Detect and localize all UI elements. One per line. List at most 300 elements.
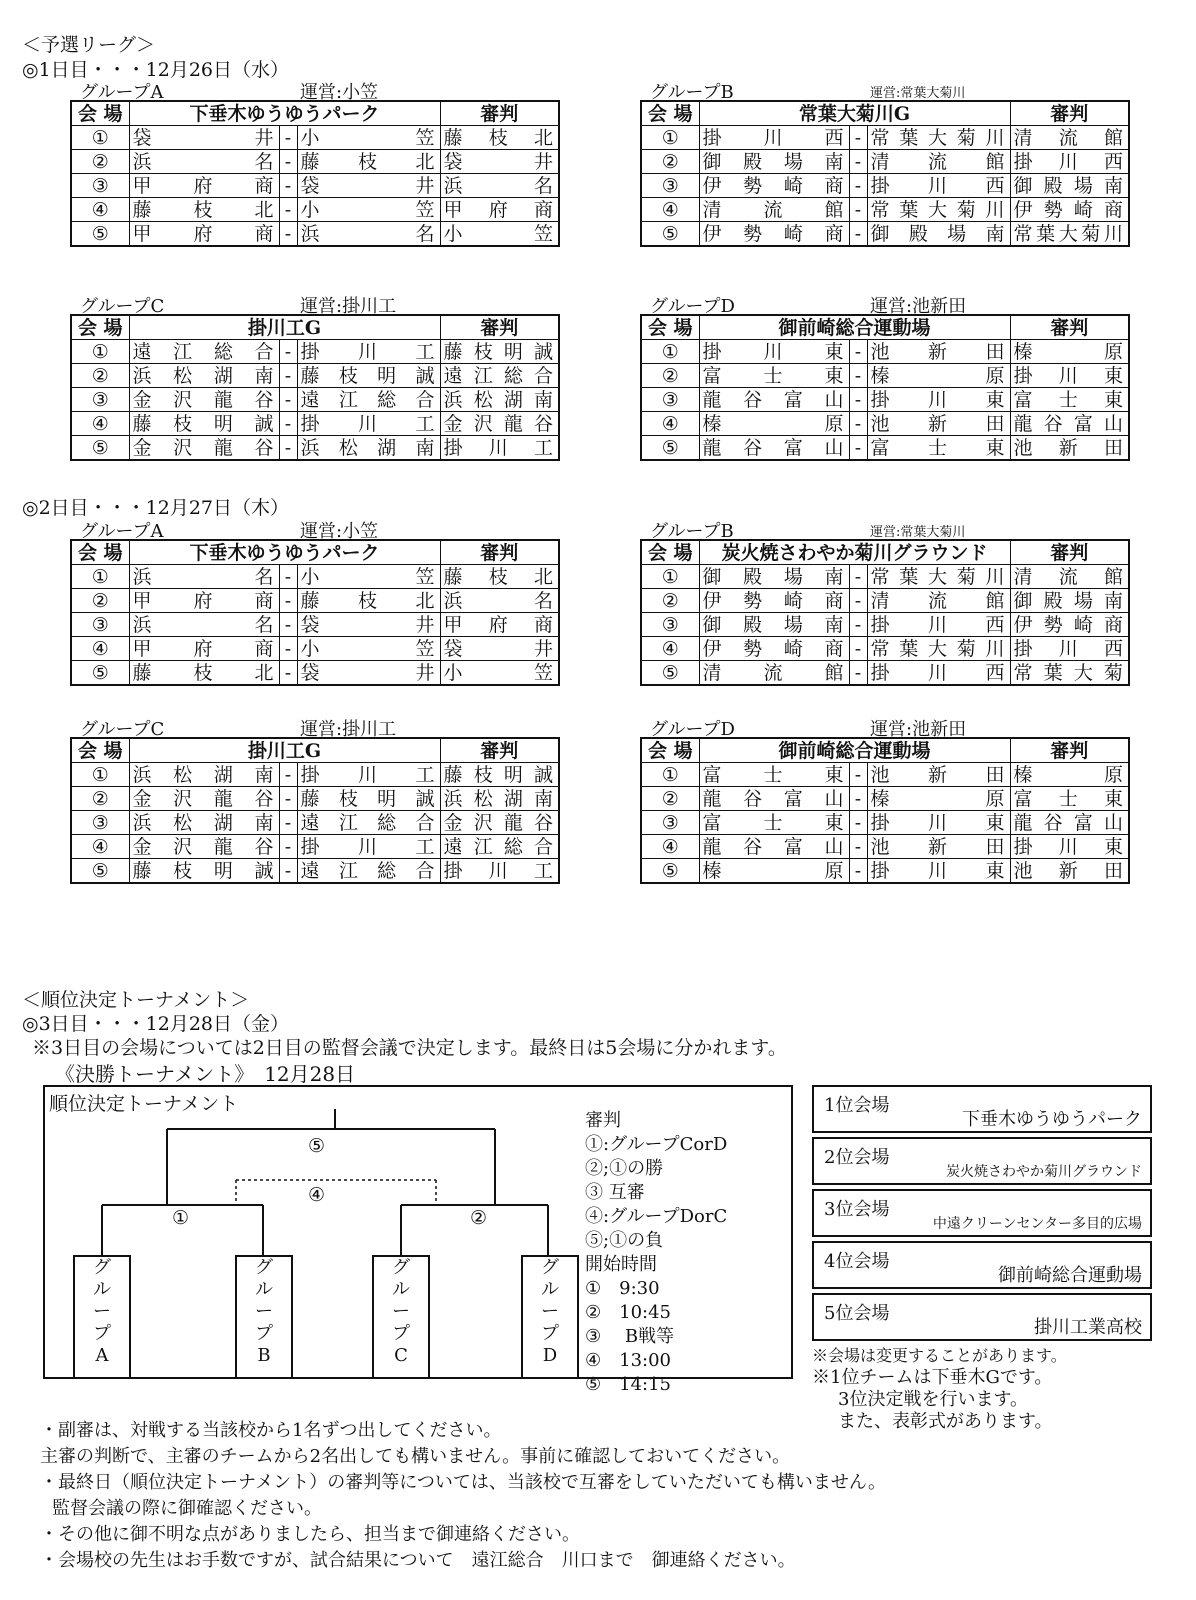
vs-dash: - xyxy=(279,661,297,686)
table-row xyxy=(71,412,559,436)
away-team: 掛川工 xyxy=(297,763,440,787)
match-number: ③ xyxy=(71,174,129,198)
match-number: ① xyxy=(71,565,129,589)
vs-dash: - xyxy=(279,198,297,222)
referee-team: 掛川西 xyxy=(1010,150,1129,174)
group-box-char: グ xyxy=(392,1257,410,1278)
table-row xyxy=(71,198,559,222)
vs-dash: - xyxy=(279,174,297,198)
day1-group-a xyxy=(70,78,558,247)
match-number: ① xyxy=(641,126,699,150)
away-team: 藤枝北 xyxy=(297,589,440,613)
home-team: 富士東 xyxy=(699,763,849,787)
venue-col-header: 会 場 xyxy=(71,101,129,126)
home-team: 藤枝北 xyxy=(129,198,279,222)
referee-col-header: 審判 xyxy=(440,540,559,565)
group-box-char: グ xyxy=(541,1257,559,1278)
table-row xyxy=(641,174,1129,198)
vs-dash: - xyxy=(279,436,297,461)
group-box-b xyxy=(235,1255,293,1379)
group-operator: 運営:常葉大菊川 xyxy=(870,525,966,540)
table-row xyxy=(71,859,559,884)
referee-team: 富士東 xyxy=(1010,787,1129,811)
referee-team: 龍谷富山 xyxy=(1010,412,1129,436)
table-row xyxy=(71,174,559,198)
referee-team: 掛川工 xyxy=(440,436,559,461)
table-row xyxy=(71,637,559,661)
vs-dash: - xyxy=(849,412,867,436)
match-number: ③ xyxy=(71,388,129,412)
away-team: 常葉大菊川 xyxy=(867,126,1010,150)
home-team: 浜松湖南 xyxy=(129,364,279,388)
group-box-char: ー xyxy=(255,1301,273,1322)
match-number: ① xyxy=(71,763,129,787)
away-team: 常葉大菊川 xyxy=(867,565,1010,589)
group-box-char: ー xyxy=(392,1301,410,1322)
match-number: ② xyxy=(641,589,699,613)
home-team: 金沢龍谷 xyxy=(129,787,279,811)
referee-team: 小笠 xyxy=(440,661,559,686)
away-team: 池新田 xyxy=(867,340,1010,364)
group-box-char: ル xyxy=(392,1279,410,1300)
venue-name: 掛川工業高校 xyxy=(1034,1317,1142,1338)
day1-heading: ◎1日目・・・12月26日（水） xyxy=(22,59,290,81)
referee-team: 掛川東 xyxy=(1010,835,1129,859)
table-row xyxy=(641,126,1129,150)
referee-team: 御殿場南 xyxy=(1010,174,1129,198)
venue-label: 2位会場 xyxy=(824,1147,890,1168)
match-number: ③ xyxy=(641,613,699,637)
home-team: 浜名 xyxy=(129,565,279,589)
referee-col-header: 審判 xyxy=(1010,315,1129,340)
day2-group-d xyxy=(640,715,1128,884)
away-team: 掛川工 xyxy=(297,340,440,364)
table-row xyxy=(641,637,1129,661)
home-team: 掛川西 xyxy=(699,126,849,150)
vs-dash: - xyxy=(849,763,867,787)
home-team: 藤枝明誠 xyxy=(129,859,279,884)
prelim-title: ＜予選リーグ＞ xyxy=(22,34,156,56)
group-box-char: グ xyxy=(255,1257,273,1278)
group-box-char: プ xyxy=(255,1323,273,1344)
day3-note: ※3日目の会場については2日目の監督会議で決定します。最終日は5会場に分かれます。 xyxy=(32,1037,787,1059)
match-number: ① xyxy=(71,126,129,150)
group-box-char: ル xyxy=(541,1279,559,1300)
venue-col-header: 会 場 xyxy=(71,315,129,340)
vs-dash: - xyxy=(279,364,297,388)
vs-dash: - xyxy=(279,565,297,589)
group-box-char: プ xyxy=(392,1323,410,1344)
referee-team: 榛原 xyxy=(1010,763,1129,787)
home-team: 龍谷富山 xyxy=(699,436,849,461)
home-team: 藤枝北 xyxy=(129,661,279,686)
match-number: ② xyxy=(641,787,699,811)
vs-dash: - xyxy=(849,126,867,150)
away-team: 掛川工 xyxy=(297,835,440,859)
vs-dash: - xyxy=(849,150,867,174)
match-number: ⑤ xyxy=(71,436,129,461)
table-row xyxy=(641,811,1129,835)
match-number: ④ xyxy=(641,412,699,436)
referee-team: 御殿場南 xyxy=(1010,589,1129,613)
away-team: 小笠 xyxy=(297,565,440,589)
referee-col-header: 審判 xyxy=(440,101,559,126)
referee-team: 富士東 xyxy=(1010,388,1129,412)
venue-col-header: 会 場 xyxy=(641,738,699,763)
vs-dash: - xyxy=(279,388,297,412)
referee-col-header: 審判 xyxy=(1010,738,1129,763)
table-header-row xyxy=(71,540,559,565)
venue-3 xyxy=(812,1189,1152,1237)
ground-header: 掛川工G xyxy=(129,315,440,340)
vs-dash: - xyxy=(849,198,867,222)
away-team: 掛川東 xyxy=(867,859,1010,884)
referee-team: 清流館 xyxy=(1010,126,1129,150)
away-team: 藤枝明誠 xyxy=(297,364,440,388)
referee-team: 清流館 xyxy=(1010,565,1129,589)
away-team: 小笠 xyxy=(297,126,440,150)
match-number: ③ xyxy=(641,174,699,198)
table-row xyxy=(641,661,1129,686)
home-team: 御殿場南 xyxy=(699,613,849,637)
schedule-table xyxy=(70,314,560,461)
referee-item: ②;①の勝 xyxy=(585,1158,664,1179)
day1-group-c xyxy=(70,292,558,461)
referee-team: 池新田 xyxy=(1010,436,1129,461)
home-team: 遠江総合 xyxy=(129,340,279,364)
group-name: グループC xyxy=(80,296,165,317)
vs-dash: - xyxy=(279,613,297,637)
group-operator: 運営:小笠 xyxy=(300,82,379,103)
schedule-table xyxy=(640,100,1130,247)
ground-header: 掛川工G xyxy=(129,738,440,763)
bracket-title: 順位決定トーナメント xyxy=(49,1093,239,1115)
home-team: 榛原 xyxy=(699,859,849,884)
group-box-letter: B xyxy=(257,1345,271,1366)
table-row xyxy=(71,150,559,174)
away-team: 浜松湖南 xyxy=(297,436,440,461)
bracket-legend xyxy=(585,1109,727,1397)
table-header-row xyxy=(71,738,559,763)
schedule-table xyxy=(640,539,1130,686)
start-time-item: ⑤ 14:15 xyxy=(585,1374,672,1395)
referee-team: 浜松湖南 xyxy=(440,787,559,811)
venue-col-header: 会 場 xyxy=(71,738,129,763)
match-number: ⑤ xyxy=(641,222,699,247)
note-line: 監督会議の際に御確認ください。 xyxy=(52,1498,322,1519)
referee-team: 掛川東 xyxy=(1010,364,1129,388)
away-team: 清流館 xyxy=(867,150,1010,174)
home-team: 富士東 xyxy=(699,364,849,388)
venue-note: ※1位チームは下垂木Gです。 xyxy=(812,1367,1053,1388)
note-line: ・その他に御不明な点がありましたら、担当まで御連絡ください。 xyxy=(40,1524,580,1545)
table-header-row xyxy=(641,738,1129,763)
table-row xyxy=(641,436,1129,461)
group-operator: 運営:常葉大菊川 xyxy=(870,86,966,101)
venue-note: ※会場は変更することがあります。 xyxy=(812,1346,1067,1365)
referee-item: ③ 互審 xyxy=(585,1182,645,1203)
group-operator: 運営:小笠 xyxy=(300,521,379,542)
referee-team: 袋井 xyxy=(440,637,559,661)
away-team: 富士東 xyxy=(867,436,1010,461)
day1-group-b xyxy=(640,78,1128,247)
vs-dash: - xyxy=(849,637,867,661)
table-row xyxy=(641,388,1129,412)
referee-team: 池新田 xyxy=(1010,859,1129,884)
match-number: ④ xyxy=(641,198,699,222)
vs-dash: - xyxy=(849,364,867,388)
referee-title: 審判 xyxy=(585,1110,621,1131)
home-team: 金沢龍谷 xyxy=(129,835,279,859)
vs-dash: - xyxy=(849,222,867,247)
referee-team: 藤枝北 xyxy=(440,126,559,150)
home-team: 清流館 xyxy=(699,198,849,222)
start-time-item: ④ 13:00 xyxy=(585,1350,672,1371)
away-team: 常葉大菊川 xyxy=(867,198,1010,222)
match-number: ⑤ xyxy=(641,859,699,884)
referee-team: 小笠 xyxy=(440,222,559,247)
vs-dash: - xyxy=(849,859,867,884)
away-team: 袋井 xyxy=(297,661,440,686)
vs-dash: - xyxy=(849,835,867,859)
referee-team: 袋井 xyxy=(440,150,559,174)
vs-dash: - xyxy=(849,565,867,589)
venue-name: 下垂木ゆうゆうパーク xyxy=(962,1109,1142,1130)
day2-heading: ◎2日目・・・12月27日（木） xyxy=(22,497,290,519)
venue-list xyxy=(812,1085,1152,1433)
vs-dash: - xyxy=(279,126,297,150)
venue-label: 5位会場 xyxy=(824,1303,890,1324)
vs-dash: - xyxy=(279,835,297,859)
referee-team: 甲府商 xyxy=(440,198,559,222)
table-row xyxy=(71,565,559,589)
home-team: 富士東 xyxy=(699,811,849,835)
table-row xyxy=(641,364,1129,388)
venue-name: 中遠クリーンセンター多目的広場 xyxy=(932,1216,1142,1232)
home-team: 榛原 xyxy=(699,412,849,436)
match-number: ⑤ xyxy=(641,436,699,461)
group-operator: 運営:掛川工 xyxy=(300,296,397,317)
match-number: ⑤ xyxy=(71,222,129,247)
away-team: 御殿場南 xyxy=(867,222,1010,247)
vs-dash: - xyxy=(849,388,867,412)
venue-label: 3位会場 xyxy=(824,1199,890,1220)
vs-dash: - xyxy=(279,150,297,174)
match-number: ④ xyxy=(71,412,129,436)
referee-team: 浜名 xyxy=(440,174,559,198)
match-number: ③ xyxy=(641,811,699,835)
group-name: グループA xyxy=(80,521,164,542)
match-number: ② xyxy=(641,150,699,174)
ground-header: 炭火焼さわやか菊川グラウンド xyxy=(699,540,1010,565)
away-team: 藤枝明誠 xyxy=(297,787,440,811)
referee-col-header: 審判 xyxy=(1010,540,1129,565)
table-row xyxy=(641,198,1129,222)
note-line: 主審の判断で、主審のチームから2名出しても構いません。事前に確認しておいてください。 xyxy=(40,1446,791,1467)
away-team: 掛川西 xyxy=(867,661,1010,686)
match-number: ② xyxy=(71,787,129,811)
away-team: 清流館 xyxy=(867,589,1010,613)
group-box-c xyxy=(372,1255,430,1379)
referee-team: 遠江総合 xyxy=(440,835,559,859)
group-name: グループD xyxy=(650,296,735,317)
vs-dash: - xyxy=(279,763,297,787)
venue-col-header: 会 場 xyxy=(641,101,699,126)
day3-heading: ◎3日目・・・12月28日（金） xyxy=(22,1013,290,1035)
vs-dash: - xyxy=(279,637,297,661)
vs-dash: - xyxy=(849,174,867,198)
start-time-title: 開始時間 xyxy=(585,1254,657,1275)
match-number: ② xyxy=(641,364,699,388)
referee-item: ④:グループDorC xyxy=(585,1206,728,1227)
venue-col-header: 会 場 xyxy=(641,315,699,340)
venue-col-header: 会 場 xyxy=(71,540,129,565)
home-team: 甲府商 xyxy=(129,637,279,661)
group-box-char: ー xyxy=(93,1301,111,1322)
referee-team: 藤枝明誠 xyxy=(440,763,559,787)
away-team: 掛川東 xyxy=(867,811,1010,835)
home-team: 浜松湖南 xyxy=(129,763,279,787)
group-box-char: ル xyxy=(93,1279,111,1300)
table-row xyxy=(71,613,559,637)
table-row xyxy=(641,835,1129,859)
home-team: 甲府商 xyxy=(129,589,279,613)
home-team: 袋井 xyxy=(129,126,279,150)
group-box-char: ル xyxy=(255,1279,273,1300)
away-team: 榛原 xyxy=(867,787,1010,811)
start-time-item: ① 9:30 xyxy=(585,1278,660,1299)
table-row xyxy=(71,763,559,787)
referee-team: 藤枝北 xyxy=(440,565,559,589)
venue-name: 御前崎総合運動場 xyxy=(998,1265,1142,1286)
group-operator: 運営:池新田 xyxy=(870,296,967,317)
ground-header: 下垂木ゆうゆうパーク xyxy=(129,101,440,126)
home-team: 藤枝明誠 xyxy=(129,412,279,436)
table-row xyxy=(641,412,1129,436)
group-box-d xyxy=(521,1255,579,1379)
vs-dash: - xyxy=(849,811,867,835)
day2-group-c xyxy=(70,715,558,884)
referee-team: 浜名 xyxy=(440,589,559,613)
away-team: 浜名 xyxy=(297,222,440,247)
referee-team: 甲府商 xyxy=(440,613,559,637)
referee-team: 龍谷富山 xyxy=(1010,811,1129,835)
vs-dash: - xyxy=(279,412,297,436)
schedule-table xyxy=(70,737,560,884)
away-team: 掛川東 xyxy=(867,388,1010,412)
vs-dash: - xyxy=(849,589,867,613)
note-line: ・最終日（順位決定トーナメント）の審判等については、当該校で互審をしていただいても構いません。 xyxy=(40,1472,886,1493)
note-line: ・副審は、対戦する当該校から1名ずつ出してください。 xyxy=(40,1420,502,1441)
match-number: ④ xyxy=(641,637,699,661)
group-operator: 運営:掛川工 xyxy=(300,719,397,740)
match-number: ① xyxy=(641,763,699,787)
table-row xyxy=(71,388,559,412)
table-header-row xyxy=(641,540,1129,565)
vs-dash: - xyxy=(849,436,867,461)
home-team: 伊勢崎商 xyxy=(699,174,849,198)
group-name: グループC xyxy=(80,719,165,740)
match-number: ② xyxy=(71,589,129,613)
home-team: 甲府商 xyxy=(129,174,279,198)
venue-col-header: 会 場 xyxy=(641,540,699,565)
match-number: ④ xyxy=(71,835,129,859)
referee-team: 常葉大菊川 xyxy=(1010,222,1129,247)
match-5-label: ⑤ xyxy=(308,1135,326,1157)
notes xyxy=(40,1418,886,1574)
final-heading: 《決勝トーナメント》 12月28日 xyxy=(55,1062,356,1086)
venue-name: 炭火焼さわやか菊川グラウンド xyxy=(946,1164,1142,1180)
schedule-table xyxy=(70,100,560,247)
vs-dash: - xyxy=(849,787,867,811)
referee-col-header: 審判 xyxy=(440,738,559,763)
referee-team: 浜松湖南 xyxy=(440,388,559,412)
match-number: ⑤ xyxy=(641,661,699,686)
vs-dash: - xyxy=(279,589,297,613)
vs-dash: - xyxy=(279,811,297,835)
referee-team: 伊勢崎商 xyxy=(1010,613,1129,637)
venue-1 xyxy=(812,1085,1152,1133)
match-number: ① xyxy=(641,340,699,364)
referee-team: 金沢龍谷 xyxy=(440,811,559,835)
group-name: グループB xyxy=(650,82,734,103)
match-number: ② xyxy=(71,150,129,174)
home-team: 浜名 xyxy=(129,613,279,637)
table-header-row xyxy=(641,315,1129,340)
away-team: 掛川西 xyxy=(867,174,1010,198)
table-row xyxy=(71,661,559,686)
schedule-table xyxy=(640,314,1130,461)
table-row xyxy=(641,565,1129,589)
ground-header: 御前崎総合運動場 xyxy=(699,315,1010,340)
table-row xyxy=(641,763,1129,787)
away-team: 小笠 xyxy=(297,637,440,661)
table-row xyxy=(641,787,1129,811)
match-number: ④ xyxy=(71,637,129,661)
referee-team: 金沢龍谷 xyxy=(440,412,559,436)
final-title: ＜順位決定トーナメント＞ xyxy=(22,989,250,1011)
home-team: 金沢龍谷 xyxy=(129,436,279,461)
away-team: 藤枝北 xyxy=(297,150,440,174)
group-box-char: グ xyxy=(93,1257,111,1278)
referee-team: 掛川工 xyxy=(440,859,559,884)
vs-dash: - xyxy=(279,787,297,811)
home-team: 伊勢崎商 xyxy=(699,589,849,613)
away-team: 遠江総合 xyxy=(297,388,440,412)
vs-dash: - xyxy=(849,340,867,364)
home-team: 清流館 xyxy=(699,661,849,686)
group-operator: 運営:池新田 xyxy=(870,719,967,740)
start-time-item: ③ B戦等 xyxy=(585,1326,675,1347)
venue-note: 3位決定戦を行います。 xyxy=(838,1389,1029,1410)
away-team: 池新田 xyxy=(867,412,1010,436)
table-header-row xyxy=(71,101,559,126)
table-row xyxy=(71,340,559,364)
match-number: ② xyxy=(71,364,129,388)
away-team: 池新田 xyxy=(867,835,1010,859)
note-line: ・会場校の先生はお手数ですが、試合結果について 遠江総合 川口まで 御連絡ください。 xyxy=(40,1550,796,1571)
table-row xyxy=(641,340,1129,364)
home-team: 浜名 xyxy=(129,150,279,174)
away-team: 遠江総合 xyxy=(297,859,440,884)
table-header-row xyxy=(641,101,1129,126)
table-row xyxy=(71,787,559,811)
referee-team: 遠江総合 xyxy=(440,364,559,388)
match-2-label: ② xyxy=(470,1207,488,1229)
group-name: グループD xyxy=(650,719,735,740)
venue-note: また、表彰式があります。 xyxy=(838,1411,1053,1432)
table-row xyxy=(71,436,559,461)
